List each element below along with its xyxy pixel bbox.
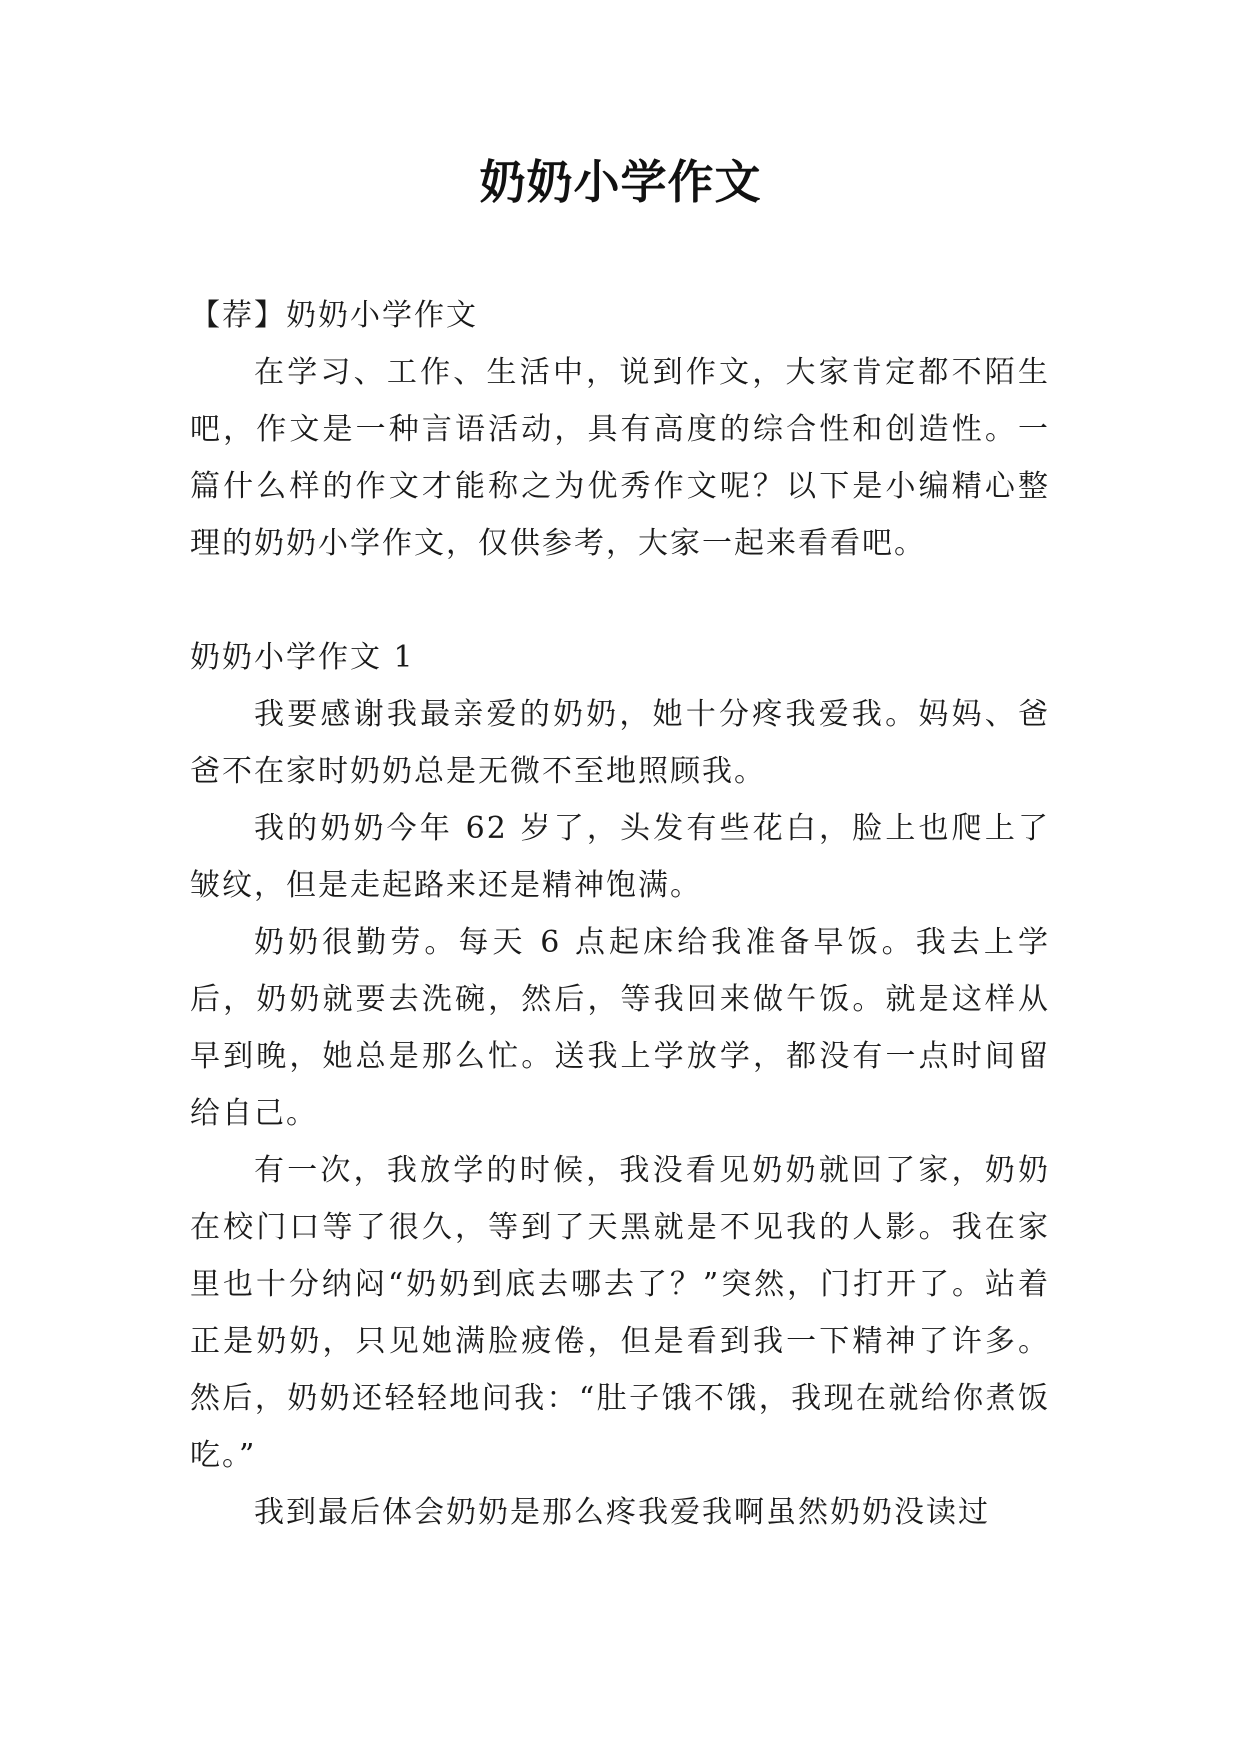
essay-paragraph: 我的奶奶今年 62 岁了，头发有些花白，脸上也爬上了皱纹，但是走起路来还是精神饱满。 [190, 811, 1050, 903]
essay-paragraph: 有一次，我放学的时候，我没看见奶奶就回了家，奶奶在校门口等了很久，等到了天黑就是不见我的人影。我在家里也十分纳闷“奶奶到底去哪去了？”突然，门打开了。站着正是奶奶，只见她满脸疲倦，但是看到我一下精神了许多。然后，奶奶还轻轻地问我：“肚子饿不饿，我现在就给你煮饭吃。” [190, 1153, 1050, 1473]
intro-paragraph: 在学习、工作、生活中，说到作文，大家肯定都不陌生吧，作文是一种言语活动，具有高度的综合性和创造性。一篇什么样的作文才能称之为优秀作文呢？以下是小编精心整理的奶奶小学作文，仅供参考，大家一起来看看吧。 [190, 355, 1050, 561]
section-gap [190, 572, 1050, 629]
essay-paragraph: 我到最后体会奶奶是那么疼我爱我啊虽然奶奶没读过 [254, 1495, 990, 1530]
essay-paragraph: 我要感谢我最亲爱的奶奶，她十分疼我爱我。妈妈、爸爸不在家时奶奶总是无微不至地照顾我。 [190, 697, 1050, 789]
document-body [190, 287, 1050, 1541]
recommend-line: 【荐】奶奶小学作文 [190, 298, 478, 333]
document-title: 奶奶小学作文 [479, 155, 762, 209]
essay-paragraph: 奶奶很勤劳。每天 6 点起床给我准备早饭。我去上学后，奶奶就要去洗碗，然后，等我回来做午饭。就是这样从早到晚，她总是那么忙。送我上学放学，都没有一点时间留给自己。 [190, 925, 1050, 1131]
essay-heading: 奶奶小学作文 1 [190, 640, 415, 675]
